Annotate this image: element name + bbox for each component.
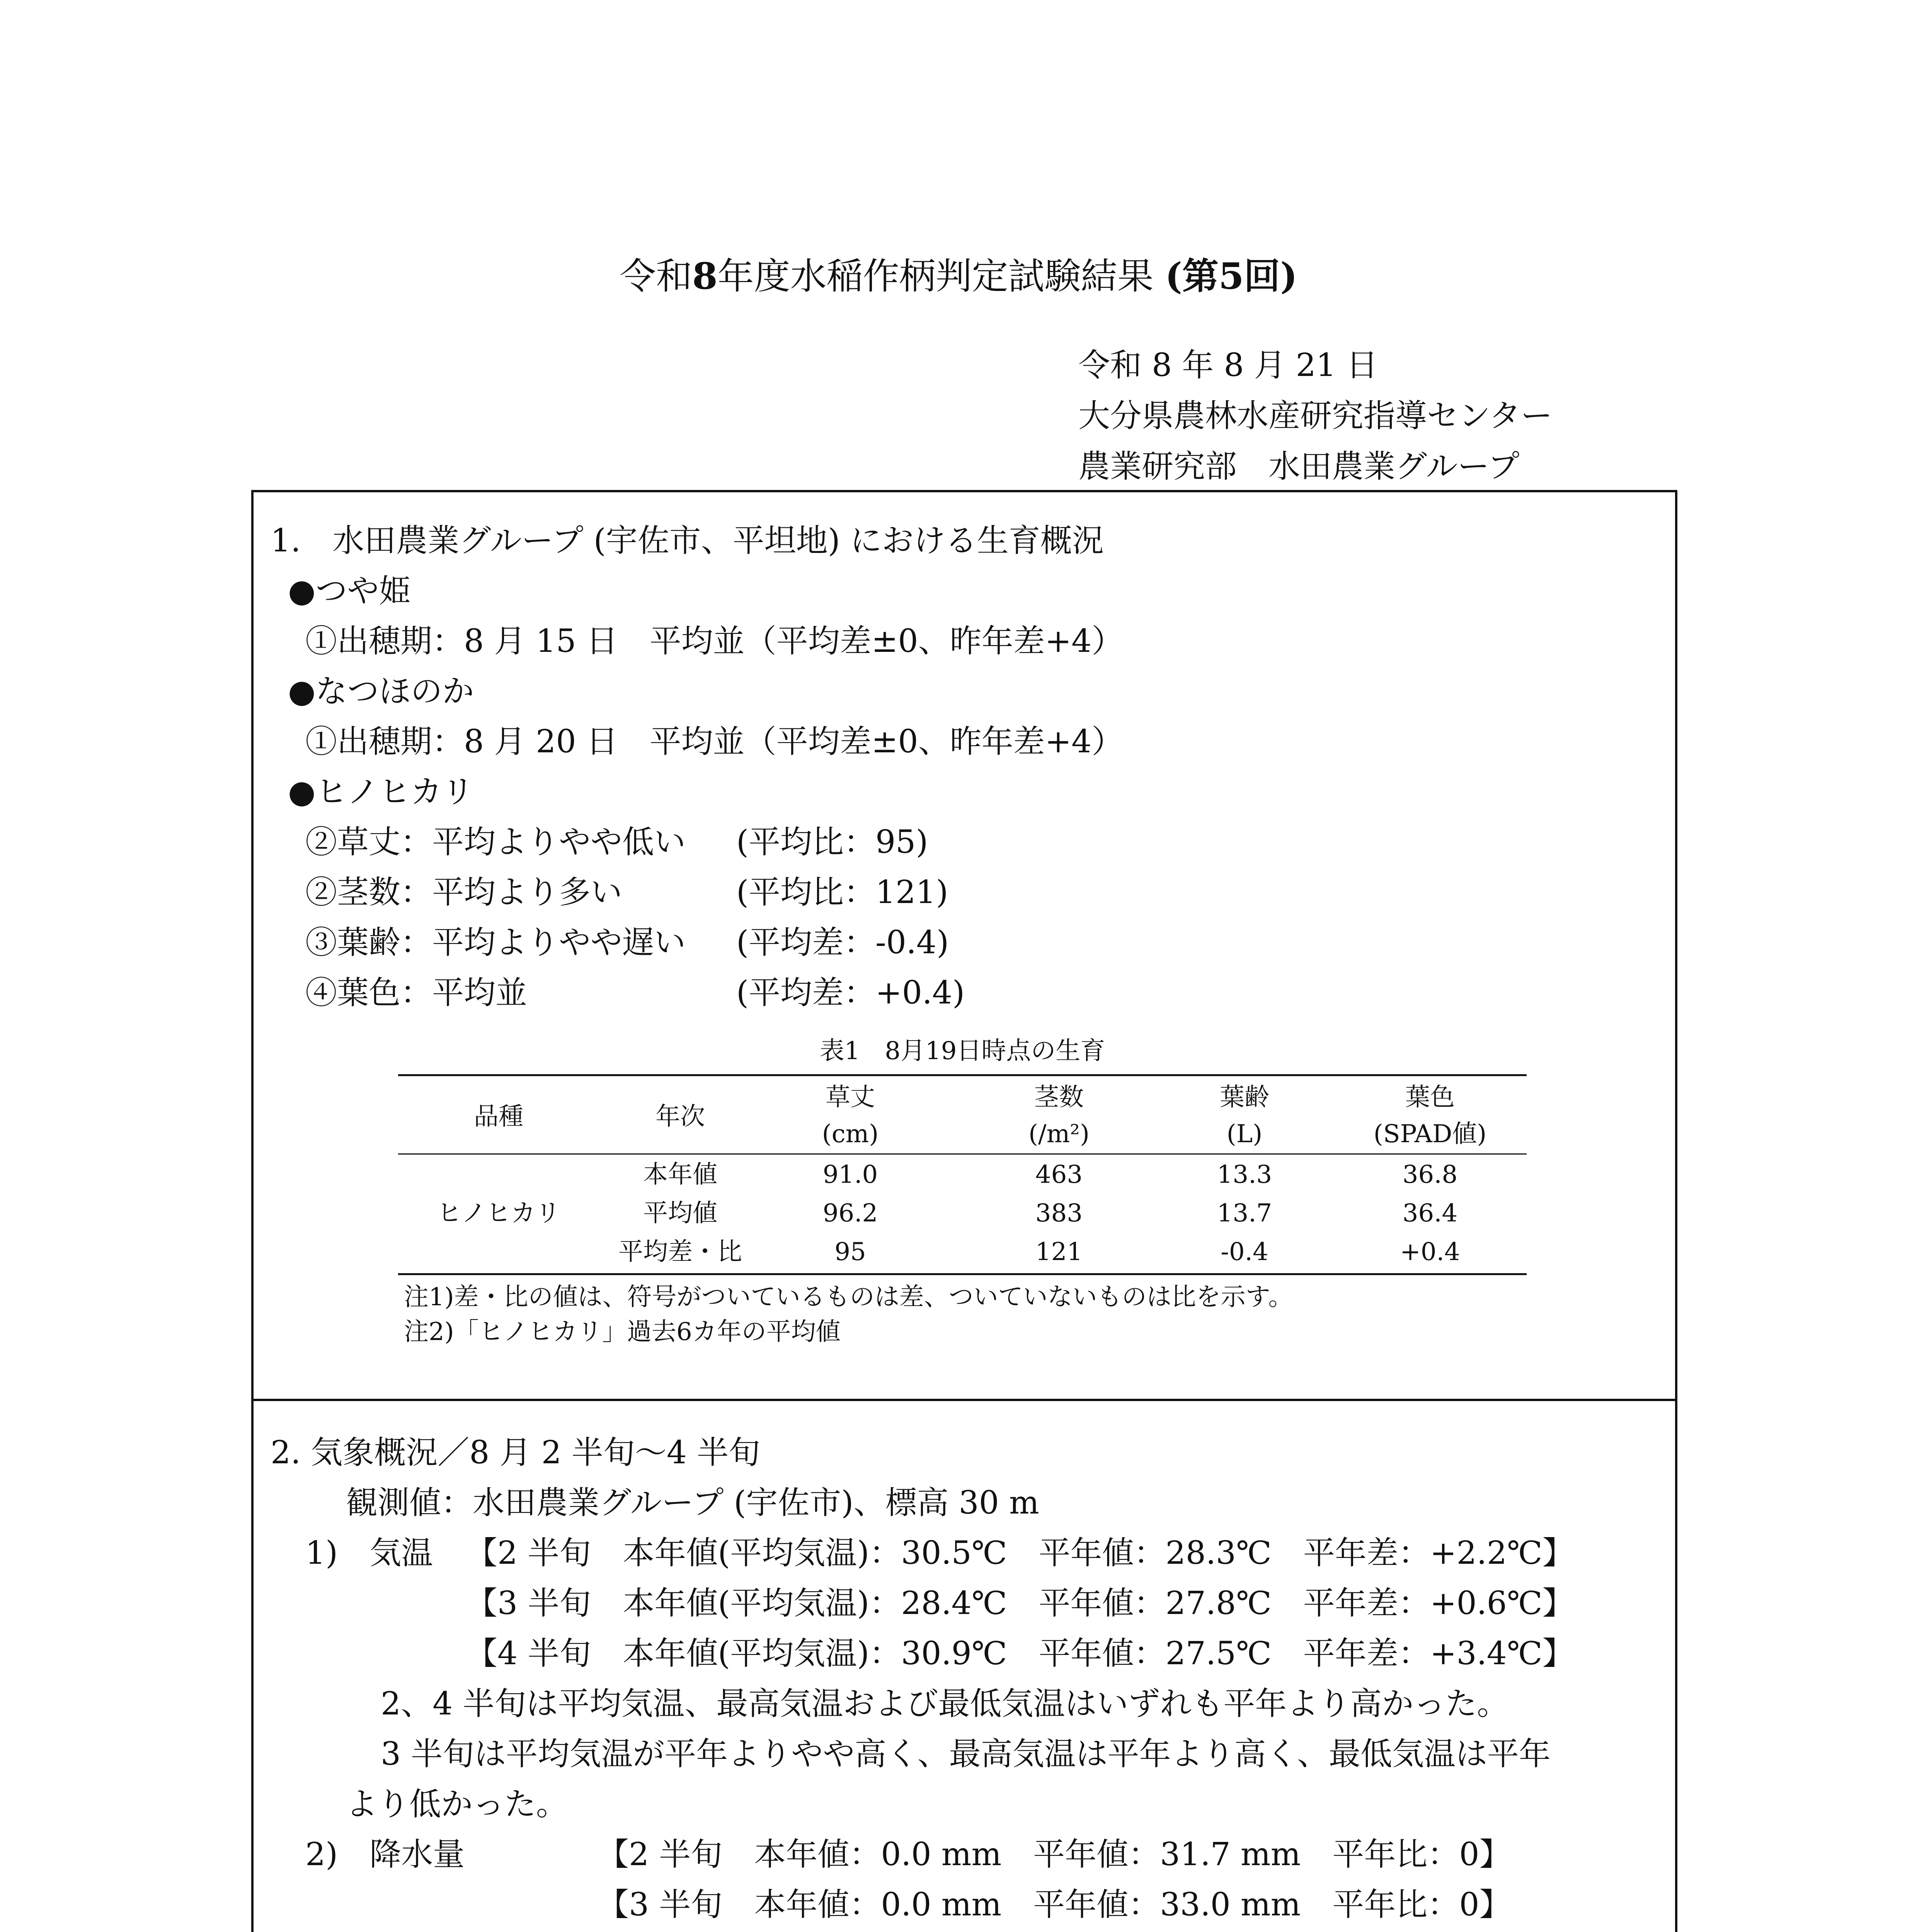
temperature-row: 【2 半旬 本年値(平均気温)：30.5℃ 平年値：28.3℃ 平年差：+2.2℃】 [466,1535,1574,1571]
section2-heading: 2. 気象概況／8 月 2 半旬～4 半旬 [271,1434,761,1471]
temperature-row: 【4 半旬 本年値(平均気温)：30.9℃ 平年値：27.5℃ 平年差：+3.4℃】 [466,1635,1574,1672]
temperature-comment: 3 半旬は平均気温が平年よりやや高く、最高気温は平年より高く、最低気温は平年 [381,1736,1551,1772]
hinohikari-leaf-color: ④葉色：平均並 [305,975,528,1011]
hinohikari-leaf-color-value: (平均差：+0.4) [736,975,965,1011]
table-top-rule [398,1074,1527,1076]
table-cell: 383 [1035,1199,1083,1228]
section1-heading: 1. 水田農業グループ (宇佐市、平坦地) における生育概況 [271,522,1104,559]
table-bottom-rule [398,1273,1527,1275]
table-cell: +0.4 [1400,1238,1460,1266]
header-leaf-color-unit: (SPAD値) [1373,1120,1487,1148]
rainfall-row: 【2 半旬 本年値：0.0 mm 平年値：31.7 mm 平年比：0】 [597,1836,1511,1873]
issue-date: 令和 8 年 8 月 21 日 [1078,347,1378,384]
table-note-1: 注1)差・比の値は、符号がついているものは差、ついていないものは比を示す。 [404,1283,1293,1311]
variety-natsuhonoka: ●なつほのか [288,673,474,710]
table-cell: 36.8 [1402,1160,1458,1189]
variety-tsuyahime: ●つや姫 [288,573,411,609]
hinohikari-stem-count: ②茎数：平均より多い [305,874,623,911]
header-variety: 品種 [474,1102,523,1131]
title-round-end: 回) [1244,255,1297,298]
table-caption: 表1 8月19日時点の生育 [819,1037,1105,1065]
hinohikari-leaf-age-value: (平均差：-0.4) [736,924,949,961]
table-cell: 463 [1035,1160,1083,1189]
table-cell: 13.3 [1217,1160,1272,1189]
observation-site: 観測値：水田農業グループ (宇佐市)、標高 30 m [346,1485,1039,1521]
title-mid: 年度水稲作柄判定試験結果 [717,255,1165,298]
temperature-comment: 2、4 半旬は平均気温、最高気温および最低気温はいずれも平年より高かった。 [381,1685,1509,1722]
table-cell: 121 [1035,1238,1083,1266]
hinohikari-plant-height-value: (平均比：95) [736,824,928,861]
header-leaf-age-unit: (L) [1226,1120,1263,1148]
hinohikari-leaf-age: ③葉齢：平均よりやや遅い [305,924,686,961]
header-stem-count-unit: (/m²) [1028,1120,1090,1148]
table-row-difference: 平均差・比 [618,1238,742,1266]
title-prefix: 令和 [620,255,693,298]
title-year: 8 [692,255,718,298]
table-note-2: 注2)「ヒノヒカリ」過去6カ年の平均値 [404,1318,841,1346]
issuer-department: 農業研究部 水田農業グループ [1078,448,1520,485]
table-row-average: 平均値 [643,1199,717,1228]
rainfall-row: 【3 半旬 本年値：0.0 mm 平年値：33.0 mm 平年比：0】 [597,1886,1511,1923]
temperature-label: 1) 気温 [305,1535,433,1571]
document-title [0,253,1917,300]
header-leaf-color: 葉色 [1405,1083,1455,1112]
variety-hinohikari: ●ヒノヒカリ [288,774,474,810]
table-cell: 36.4 [1402,1199,1458,1228]
table-header-rule [398,1153,1527,1155]
temperature-comment: より低かった。 [346,1786,568,1823]
header-year: 年次 [655,1102,705,1131]
cell-variety-name: ヒノヒカリ [437,1199,560,1228]
hinohikari-stem-count-value: (平均比：121) [736,874,948,911]
temperature-row: 【3 半旬 本年値(平均気温)：28.4℃ 平年値：27.8℃ 平年差：+0.6℃】 [466,1585,1574,1622]
table-cell: 91.0 [822,1160,878,1189]
tsuyahime-heading-date: ①出穂期：8 月 15 日 平均並（平均差±0、昨年差+4） [305,623,1124,660]
issuer-block [1078,340,1553,492]
title-round: (第 [1165,255,1219,298]
table-row-current-year: 本年値 [643,1160,717,1189]
header-plant-height-unit: (cm) [822,1120,879,1148]
table-cell: 96.2 [822,1199,878,1228]
natsuhonoka-heading-date: ①出穂期：8 月 20 日 平均並（平均差±0、昨年差+4） [305,723,1124,760]
table-cell: 95 [834,1238,866,1266]
issuer-organization: 大分県農林水産研究指導センター [1078,398,1553,434]
rainfall-label: 2) 降水量 [305,1836,465,1873]
header-plant-height: 草丈 [826,1083,875,1112]
table-cell: 13.7 [1217,1199,1272,1228]
title-round-number: 5 [1218,255,1244,298]
hinohikari-plant-height: ②草丈：平均よりやや低い [305,824,686,861]
header-leaf-age: 葉齢 [1220,1083,1269,1112]
table-cell: -0.4 [1221,1238,1268,1266]
header-stem-count: 茎数 [1034,1083,1084,1112]
